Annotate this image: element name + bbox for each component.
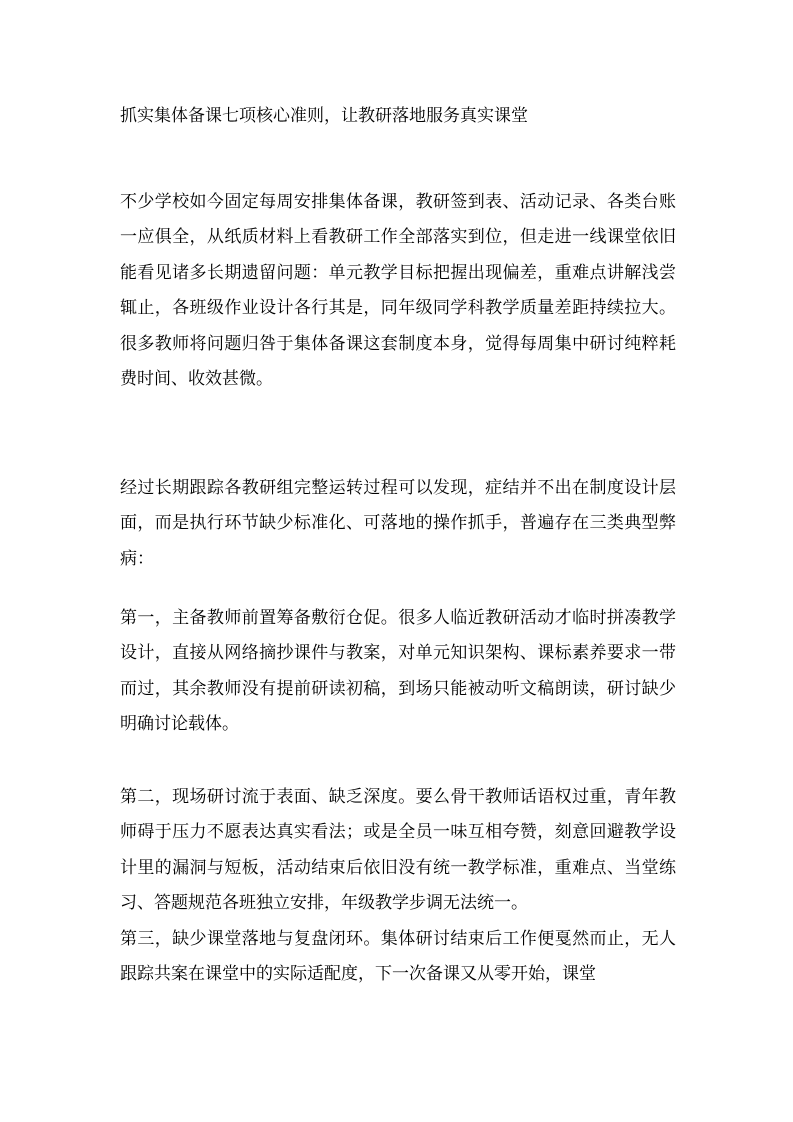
paragraph-diagnosis: 经过长期跟踪各教研组完整运转过程可以发现，症结并不出在制度设计层面，而是执行环节缺少标准化、可落地的操作抓手，普遍存在三类典型弊病： [120, 478, 676, 569]
document-title: 抓实集体备课七项核心准则，让教研落地服务真实课堂 [120, 106, 528, 126]
paragraph-issue-3: 第三，缺少课堂落地与复盘闭环。集体研讨结束后工作便戛然而止，无人跟踪共案在课堂中的实际适配度，下一次备课又从零开始，课堂 [120, 929, 676, 985]
paragraph-issue-2: 第二，现场研讨流于表面、缺乏深度。要么骨干教师话语权过重，青年教师碍于压力不愿表达真实看法；或是全员一味互相夸赞，刻意回避教学设计里的漏洞与短板，活动结束后依旧没有统一教学标准，重难点、当堂练习、答题规范各班独立安排，年级教学步调无法统一。 [120, 787, 676, 914]
paragraph-intro: 不少学校如今固定每周安排集体备课，教研签到表、活动记录、各类台账一应俱全，从纸质材料上看教研工作全部落实到位，但走进一线课堂依旧能看见诸多长期遗留问题：单元教学目标把握出现偏差，重难点讲解浅尝辄止，各班级作业设计各行其是，同年级同学科教学质量差距持续拉大。很多教师将问题归咎于集体备课这套制度本身，觉得每周集中研讨纯粹耗费时间、收效甚微。 [120, 192, 676, 390]
paragraph-issue-1: 第一，主备教师前置筹备敷衍仓促。很多人临近教研活动才临时拼凑教学设计，直接从网络摘抄课件与教案，对单元知识架构、课标素养要求一带而过，其余教师没有提前研读初稿，到场只能被动听文稿朗读，研讨缺少明确讨论载体。 [120, 608, 676, 735]
